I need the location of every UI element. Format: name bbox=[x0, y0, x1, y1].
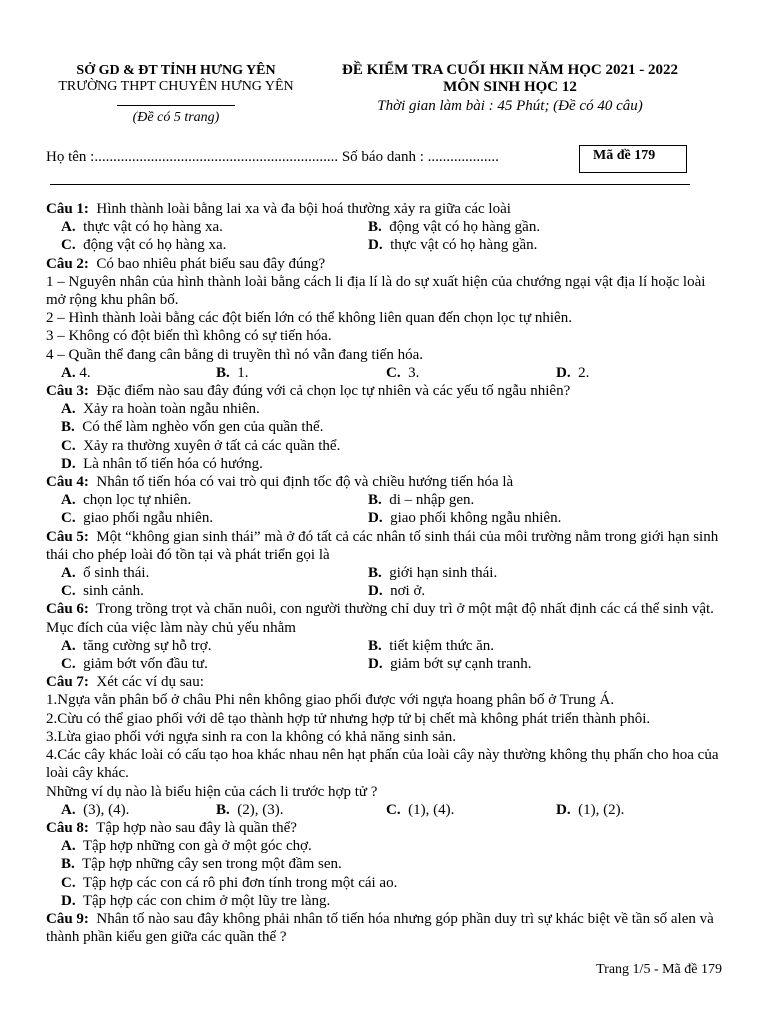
school-header bbox=[46, 62, 306, 127]
statement-1: 1 – Nguyên nhân của hình thành loài bằng cách li địa lí là do sự xuất hiện của chướng ngại vật địa lí hoặc loài mở rộng khu phân bố. bbox=[46, 273, 706, 309]
option-a: A. thực vật có họ hàng xa. bbox=[61, 219, 223, 236]
time-note: Thời gian làm bài : 45 Phút; (Đề có 40 câu) bbox=[377, 98, 643, 114]
options-row bbox=[46, 582, 726, 600]
example-1: 1.Ngựa vằn phân bố ở châu Phi nên không giao phối được với ngựa hoang phân bố ở Trung Á. bbox=[46, 692, 615, 709]
option-d: D. nơi ở. bbox=[368, 583, 426, 600]
option-b: B. động vật có họ hàng gần. bbox=[368, 219, 541, 236]
option-a: A. Tập hợp những con gà ở một góc chợ. bbox=[61, 838, 312, 855]
example-2: 2.Cừu có thể giao phối với dê tạo thành hợp tử nhưng hợp tử bị chết mà không phát triển thành phôi. bbox=[46, 710, 651, 727]
option-b: B. 1. bbox=[216, 364, 249, 381]
exam-header bbox=[326, 62, 694, 116]
statement-3: 3 – Không có đột biến thì không có sự tiến hóa. bbox=[46, 328, 332, 345]
question-1 bbox=[46, 200, 726, 218]
question-9 bbox=[46, 910, 726, 946]
questions-body bbox=[46, 200, 726, 946]
question-label: Câu 6: bbox=[46, 601, 89, 618]
statement-2: 2 – Hình thành loài bằng các đột biến lớn có thể không liên quan đến chọn lọc tự nhiên. bbox=[46, 310, 572, 327]
option-b: B. giới hạn sinh thái. bbox=[368, 565, 498, 582]
question-label: Câu 9: bbox=[46, 910, 89, 927]
question-stem: Một “không gian sinh thái” mà ở đó tất cả các nhân tố sinh thái của môi trường nằm trong giới hạn sinh thái cho phép loài đó tồn tại và phát triển gọi là bbox=[46, 528, 719, 563]
question-stem: Trong trồng trọt và chăn nuôi, con người thường chỉ duy trì ở một mật độ nhất định các cá thể sinh vật. Mục đích của việc làm này chủ yếu nhằm bbox=[46, 601, 714, 636]
question-stem: Nhân tố tiến hóa có vai trò qui định tốc độ và chiều hướng tiến hóa là bbox=[96, 474, 514, 491]
option-d: D. Tập hợp các con chim ở một lũy tre làng. bbox=[61, 892, 331, 909]
option-c: C. giao phối ngẫu nhiên. bbox=[61, 510, 214, 527]
question-stem: Nhân tố nào sau đây không phải nhân tố tiến hóa nhưng góp phần duy trì sự khác biệt về tần số alen và thành phần kiểu gen giữa các quần thể ? bbox=[46, 910, 714, 946]
question-label: Câu 5: bbox=[46, 528, 89, 545]
example-4: 4.Các cây khác loài có cấu tạo hoa khác nhau nên hạt phấn của loài cây này thường không thụ phấn cho hoa của loài cây khác. bbox=[46, 747, 719, 782]
option-d: D. Là nhân tố tiến hóa có hướng. bbox=[61, 455, 263, 472]
options-row bbox=[46, 801, 726, 819]
option-d: D. thực vật có họ hàng gần. bbox=[368, 237, 538, 254]
options-row bbox=[46, 236, 726, 254]
header-rule bbox=[50, 184, 690, 185]
question-ask: Những ví dụ nào là biểu hiện của cách li trước hợp tử ? bbox=[46, 783, 378, 800]
question-label: Câu 2: bbox=[46, 255, 89, 272]
option-a: A. 4. bbox=[61, 364, 91, 381]
option-c: C. Xảy ra thường xuyên ở tất cả các quần thể. bbox=[61, 437, 341, 454]
options-row bbox=[46, 364, 726, 382]
option-c: C. động vật có họ hàng xa. bbox=[61, 237, 227, 254]
option-c: C. sinh cảnh. bbox=[61, 583, 144, 600]
pages-note: (Đề có 5 trang) bbox=[132, 110, 220, 125]
question-5 bbox=[46, 528, 726, 564]
question-label: Câu 3: bbox=[46, 383, 89, 400]
question-stem: Có bao nhiêu phát biểu sau đây đúng? bbox=[96, 255, 326, 272]
option-b: B. Có thể làm nghèo vốn gen của quần thể. bbox=[61, 419, 324, 436]
question-stem: Xét các ví dụ sau: bbox=[96, 674, 204, 691]
question-8 bbox=[46, 819, 726, 837]
option-b: B. (2), (3). bbox=[216, 801, 284, 818]
option-c: C. (1), (4). bbox=[386, 801, 455, 818]
question-label: Câu 1: bbox=[46, 201, 89, 217]
option-d: D. giảm bớt sự cạnh tranh. bbox=[368, 656, 532, 673]
option-c: C. 3. bbox=[386, 364, 420, 381]
options-row bbox=[46, 637, 726, 655]
question-4 bbox=[46, 473, 726, 491]
option-b: B. di – nhập gen. bbox=[368, 492, 475, 509]
options-row bbox=[46, 509, 726, 527]
options-row bbox=[46, 218, 726, 236]
question-stem: Đặc điểm nào sau đây đúng với cả chọn lọc tự nhiên và các yếu tố ngẫu nhiên? bbox=[96, 383, 571, 400]
option-b: B. tiết kiệm thức ăn. bbox=[368, 637, 495, 654]
options-row bbox=[46, 491, 726, 509]
subject-title: MÔN SINH HỌC 12 bbox=[443, 79, 577, 95]
question-7 bbox=[46, 673, 726, 691]
example-3: 3.Lừa giao phối với ngựa sinh ra con la không có khả năng sinh sản. bbox=[46, 728, 456, 745]
option-b: B. Tập hợp những cây sen trong một đầm sen. bbox=[61, 856, 342, 873]
option-a: A. Xảy ra hoàn toàn ngẫu nhiên. bbox=[61, 401, 260, 418]
option-a: A. chọn lọc tự nhiên. bbox=[61, 492, 192, 509]
question-stem: Tập hợp nào sau đây là quần thể? bbox=[96, 819, 297, 836]
question-6 bbox=[46, 600, 726, 636]
option-a: A. ổ sinh thái. bbox=[61, 565, 150, 582]
option-c: C. giảm bớt vốn đầu tư. bbox=[61, 656, 208, 673]
school-name: TRƯỜNG THPT CHUYÊN HƯNG YÊN bbox=[58, 79, 294, 94]
question-2 bbox=[46, 255, 726, 273]
header-divider bbox=[117, 105, 235, 106]
question-label: Câu 4: bbox=[46, 474, 89, 491]
question-label: Câu 8: bbox=[46, 819, 89, 836]
question-3 bbox=[46, 382, 726, 400]
option-a: A. tăng cường sự hỗ trợ. bbox=[61, 637, 212, 654]
student-info-line: Họ tên :................................................................. Số báo danh : ................... bbox=[46, 149, 499, 165]
option-c: C. Tập hợp các con cá rô phi đơn tính trong một cái ao. bbox=[61, 874, 398, 891]
option-d: D. giao phối không ngẫu nhiên. bbox=[368, 510, 562, 527]
options-row bbox=[46, 564, 726, 582]
exam-code-box: Mã đề 179 bbox=[579, 145, 687, 173]
exam-title: ĐỀ KIỂM TRA CUỐI HKII NĂM HỌC 2021 - 2022 bbox=[342, 62, 678, 78]
question-stem: Hình thành loài bằng lai xa và đa bội hoá thường xảy ra giữa các loài bbox=[96, 201, 511, 217]
statement-4: 4 – Quần thể đang cân bằng di truyền thì nó vẫn đang tiến hóa. bbox=[46, 346, 423, 363]
option-d: D. (1), (2). bbox=[556, 801, 625, 818]
options-row bbox=[46, 655, 726, 673]
option-d: D. 2. bbox=[556, 364, 590, 381]
option-a: A. (3), (4). bbox=[61, 801, 130, 818]
page-footer: Trang 1/5 - Mã đề 179 bbox=[596, 962, 722, 977]
department-name: SỞ GD & ĐT TỈNH HƯNG YÊN bbox=[76, 63, 276, 78]
question-label: Câu 7: bbox=[46, 674, 89, 691]
